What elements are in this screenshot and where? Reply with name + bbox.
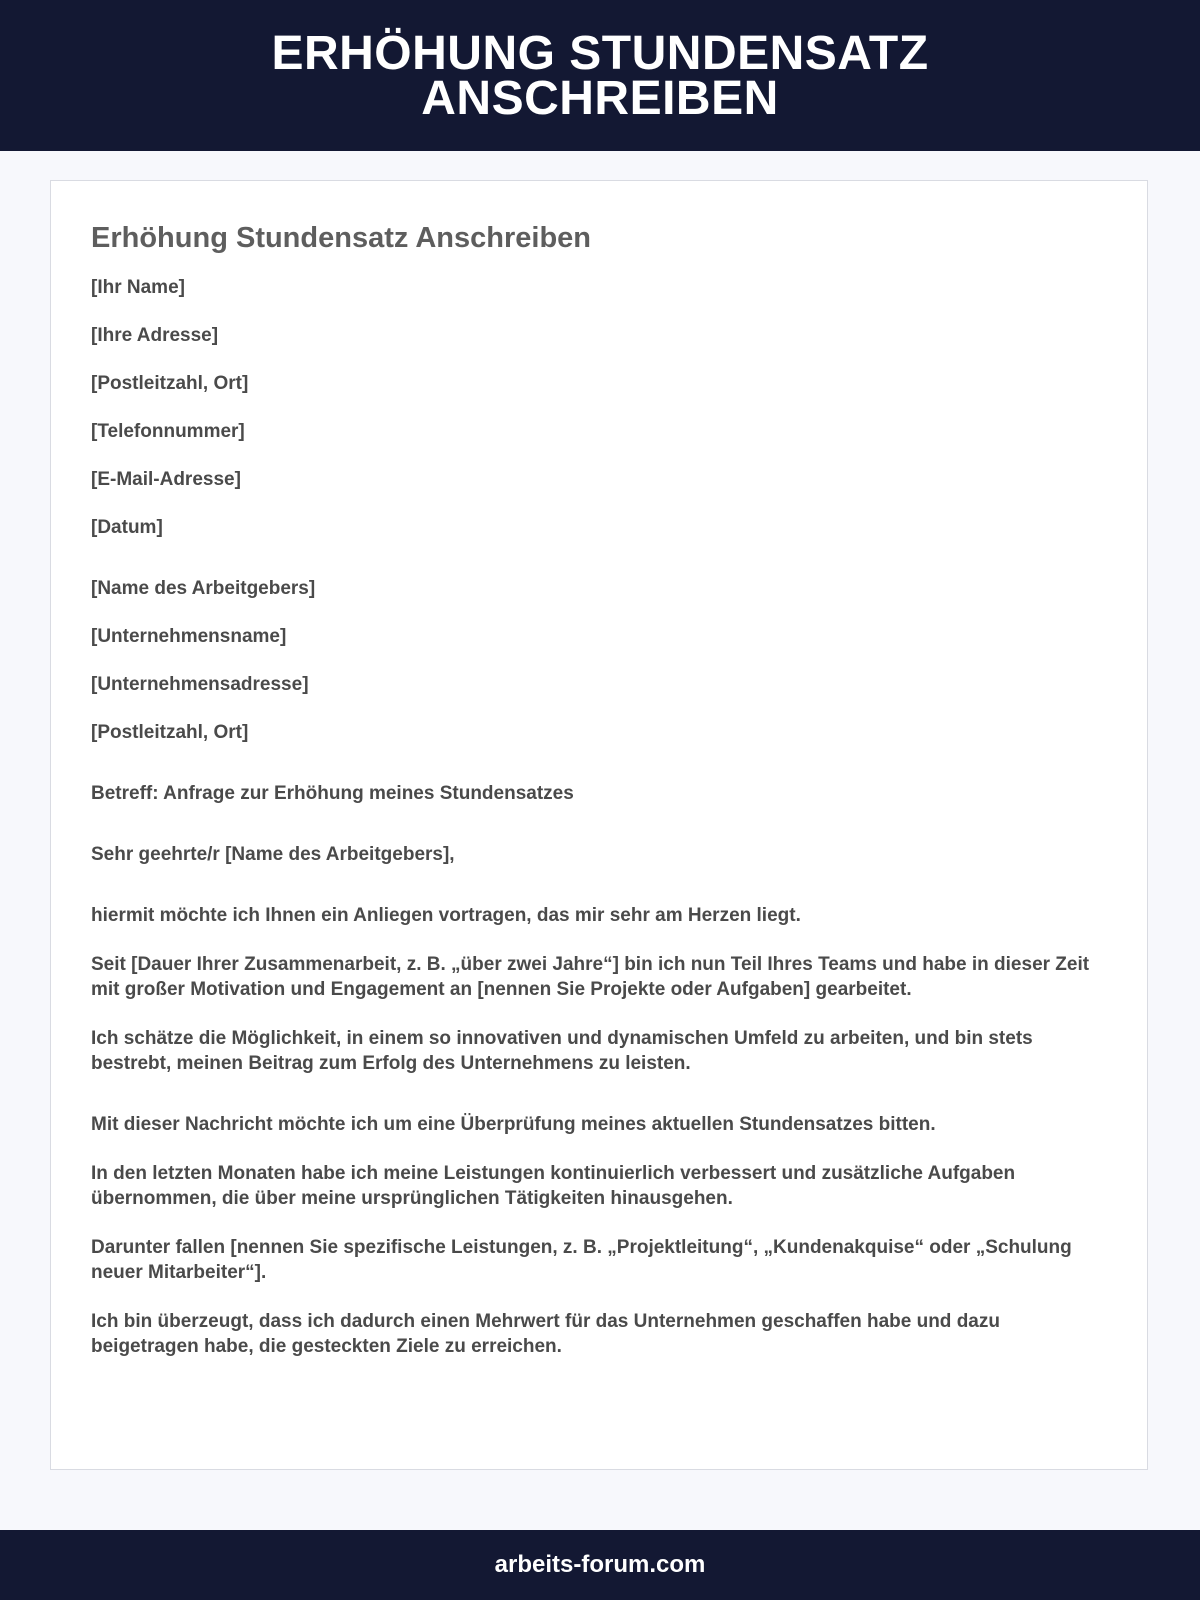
sender-name: [Ihr Name] — [91, 277, 185, 298]
body-paragraph: Ich bin überzeugt, dass ich dadurch einen Mehrwert für das Unternehmen geschaffen habe und dazu beigetragen habe, die gesteckten Ziele zu erreichen. — [91, 1311, 1000, 1357]
sender-postcode-city: [Postleitzahl, Ort] — [91, 373, 249, 394]
letter-card — [50, 180, 1148, 1470]
letter-content — [91, 221, 1101, 1359]
recipient-name: [Name des Arbeitgebers] — [91, 578, 316, 599]
page-header — [0, 0, 1200, 151]
body-paragraph: In den letzten Monaten habe ich meine Leistungen kontinuierlich verbessert und zusätzliche Aufgaben übernommen, die über meine ursprünglichen Tätigkeiten hinausgehen. — [91, 1163, 1016, 1209]
body-paragraph: hiermit möchte ich Ihnen ein Anliegen vortragen, das mir sehr am Herzen liegt. — [91, 905, 801, 926]
letter-date: [Datum] — [91, 517, 163, 538]
letter-salutation: Sehr geehrte/r [Name des Arbeitgebers], — [91, 844, 455, 865]
letter-subject: Betreff: Anfrage zur Erhöhung meines Stundensatzes — [91, 783, 574, 804]
recipient-address: [Unternehmensadresse] — [91, 674, 309, 695]
sender-address: [Ihre Adresse] — [91, 325, 219, 346]
page-footer — [0, 1530, 1200, 1600]
page-title: ERHÖHUNG STUNDENSATZ ANSCHREIBEN — [271, 26, 929, 125]
recipient-company: [Unternehmensname] — [91, 626, 287, 647]
body-paragraph: Ich schätze die Möglichkeit, in einem so innovativen und dynamischen Umfeld zu arbeiten, und bin stets bestrebt, meinen Beitrag zum Erfolg des Unternehmens zu leisten. — [91, 1028, 1033, 1074]
body-paragraph: Darunter fallen [nennen Sie spezifische Leistungen, z. B. „Projektleitung“, „Kundenakquise“ oder „Schulung neuer Mitarbeiter“]. — [91, 1237, 1072, 1283]
body-paragraph: Mit dieser Nachricht möchte ich um eine Überprüfung meines aktuellen Stundensatzes bitten. — [91, 1114, 936, 1135]
sender-email: [E-Mail-Adresse] — [91, 469, 241, 490]
body-paragraph: Seit [Dauer Ihrer Zusammenarbeit, z. B. „über zwei Jahre“] bin ich nun Teil Ihres Teams und habe in dieser Zeit mit großer Motivation und Engagement an [nennen Sie Projekte oder Aufgaben] gearbeitet. — [91, 954, 1090, 1000]
sender-phone: [Telefonnummer] — [91, 421, 245, 442]
recipient-postcode-city: [Postleitzahl, Ort] — [91, 722, 249, 743]
letter-title: Erhöhung Stundensatz Anschreiben — [91, 222, 592, 254]
footer-site-link[interactable]: arbeits-forum.com — [494, 1551, 706, 1578]
